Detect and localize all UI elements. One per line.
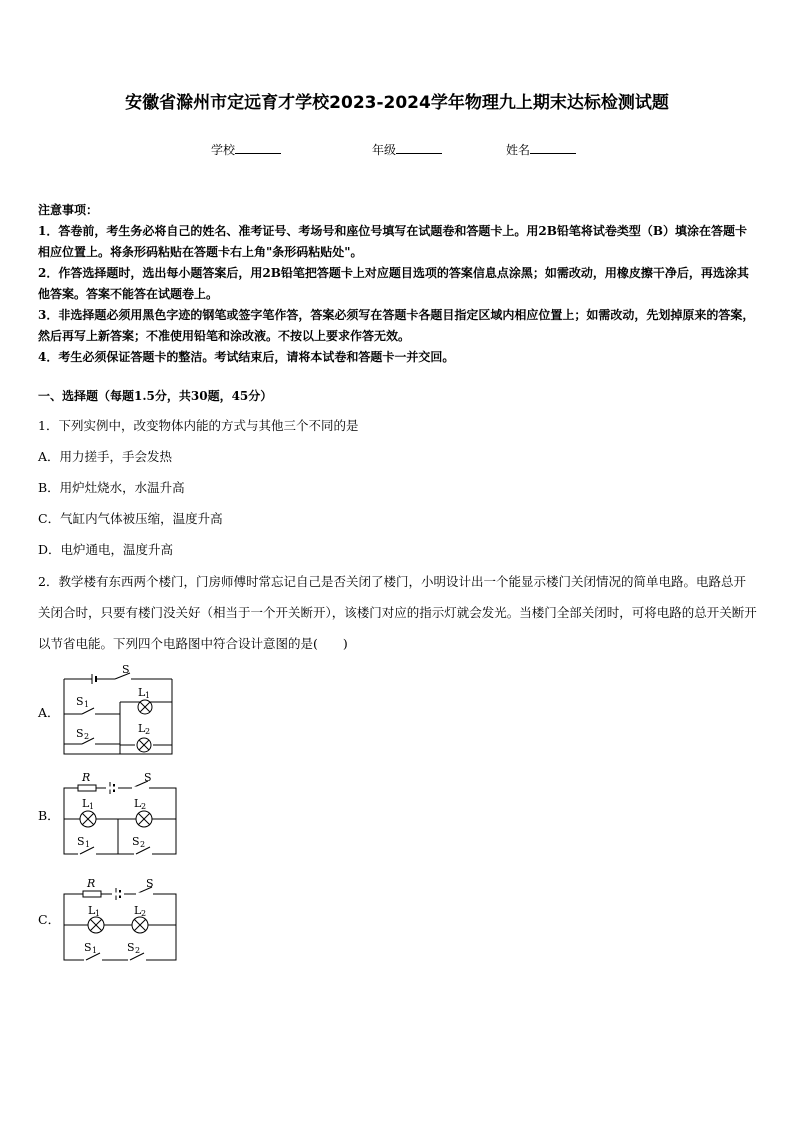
notice-1: 1．答卷前，考生务必将自己的姓名、准考证号、考场号和座位号填写在试题卷和答题卡上。用2B铅笔将试卷类型（B）填涂在答题卡相应位置上。将条形码粘贴在答题卡右上角"条形码粘贴处"。	[38, 224, 747, 259]
circuit-b-l2-label: L	[134, 797, 142, 810]
question-1-option-a: A．用力搓手，手会发热	[38, 449, 173, 464]
name-label: 姓名	[506, 143, 531, 157]
circuit-c-s2-sub: 2	[135, 946, 141, 955]
circuit-b-s1-sub: 1	[85, 840, 91, 849]
circuit-diagram-b	[60, 768, 185, 860]
question-1-option-b: B．用炉灶烧水，水温升高	[38, 480, 185, 495]
circuit-c-l1-sub: 1	[95, 909, 101, 918]
circuit-b-l1-sub: 1	[89, 802, 95, 811]
circuit-a-switch-s-label: S	[122, 663, 130, 676]
circuit-b-s2-label: S	[132, 835, 140, 848]
circuit-a-s1-sub: 1	[84, 700, 90, 709]
circuit-a-l1-label: L	[138, 686, 146, 699]
circuit-a-l1-sub: 1	[145, 691, 151, 700]
grade-blank[interactable]	[396, 141, 442, 154]
circuit-c-switch-s-label: S	[146, 877, 154, 890]
circuit-c-r-label: R	[87, 877, 96, 890]
notice-2: 2．作答选择题时，选出每小题答案后，用2B铅笔把答题卡上对应题目选项的答案信息点涂黑；如需改动，用橡皮擦干净后，再选涂其他答案。答案不能答在试题卷上。	[38, 266, 749, 301]
circuit-a-s2-sub: 2	[84, 732, 90, 741]
circuit-c-l1-label: L	[88, 904, 96, 917]
circuit-b-l1-label: L	[82, 797, 90, 810]
notice-header: 注意事项：	[38, 203, 99, 217]
notice-3: 3．非选择题必须用黑色字迹的钢笔或签字笔作答，答案必须写在答题卡各题目指定区域内相应位置上；如需改动，先划掉原来的答案，然后再写上新答案；不准使用铅笔和涂改液。不按以上要求作答无效。	[38, 308, 755, 343]
circuit-c-s1-label: S	[84, 941, 92, 954]
name-field	[506, 141, 576, 158]
circuit-c-s1-sub: 1	[92, 946, 98, 955]
page-title: 安徽省滁州市定远育才学校2023-2024学年物理九上期末达标检测试题	[125, 93, 669, 113]
question-1-option-d: D．电炉通电，温度升高	[38, 542, 174, 557]
circuit-b-s1-label: S	[77, 835, 85, 848]
grade-label: 年级	[372, 143, 397, 157]
question-1-stem: 1．下列实例中，改变物体内能的方式与其他三个不同的是	[38, 418, 359, 433]
question-2-option-a-label: A．	[38, 705, 60, 720]
question-2-option-b-label: B．	[38, 808, 60, 823]
circuit-a-l2-label: L	[138, 722, 146, 735]
circuit-b-s2-sub: 2	[140, 840, 146, 849]
school-blank[interactable]	[235, 141, 281, 154]
circuit-b-r-label: R	[82, 771, 91, 784]
circuit-diagram-a	[60, 662, 185, 762]
circuit-a-s2-label: S	[76, 727, 84, 740]
circuit-b-l2-sub: 2	[141, 802, 147, 811]
circuit-a-s1-label: S	[76, 695, 84, 708]
circuit-c-s2-label: S	[127, 941, 135, 954]
circuit-c-l2-sub: 2	[141, 909, 147, 918]
question-2-option-c-label: C．	[38, 912, 61, 927]
circuit-b-switch-s-label: S	[144, 771, 152, 784]
question-1-option-c: C．气缸内气体被压缩，温度升高	[38, 511, 223, 526]
question-2-stem: 2．教学楼有东西两个楼门，门房师傅时常忘记自己是否关闭了楼门，小明设计出一个能显示楼门关闭情况的简单电路。电路总开关闭合时，只要有楼门没关好（相当于一个开关断开），该楼门对应的指示灯就会发光。当楼门全部关闭时，可将电路的总开关断开以节省电能。下列四个电路图中符合设计意图的是( )	[38, 574, 757, 651]
circuit-diagram-c	[60, 872, 185, 966]
notice-4: 4．考生必须保证答题卡的整洁。考试结束后，请将本试卷和答题卡一并交回。	[38, 350, 455, 364]
name-blank[interactable]	[530, 141, 576, 154]
section-heading: 一、选择题（每题1.5分，共30题，45分）	[38, 389, 273, 403]
grade-field	[372, 141, 442, 158]
school-label: 学校	[211, 143, 236, 157]
circuit-c-l2-label: L	[134, 904, 142, 917]
school-field	[211, 141, 281, 158]
circuit-a-l2-sub: 2	[145, 727, 151, 736]
